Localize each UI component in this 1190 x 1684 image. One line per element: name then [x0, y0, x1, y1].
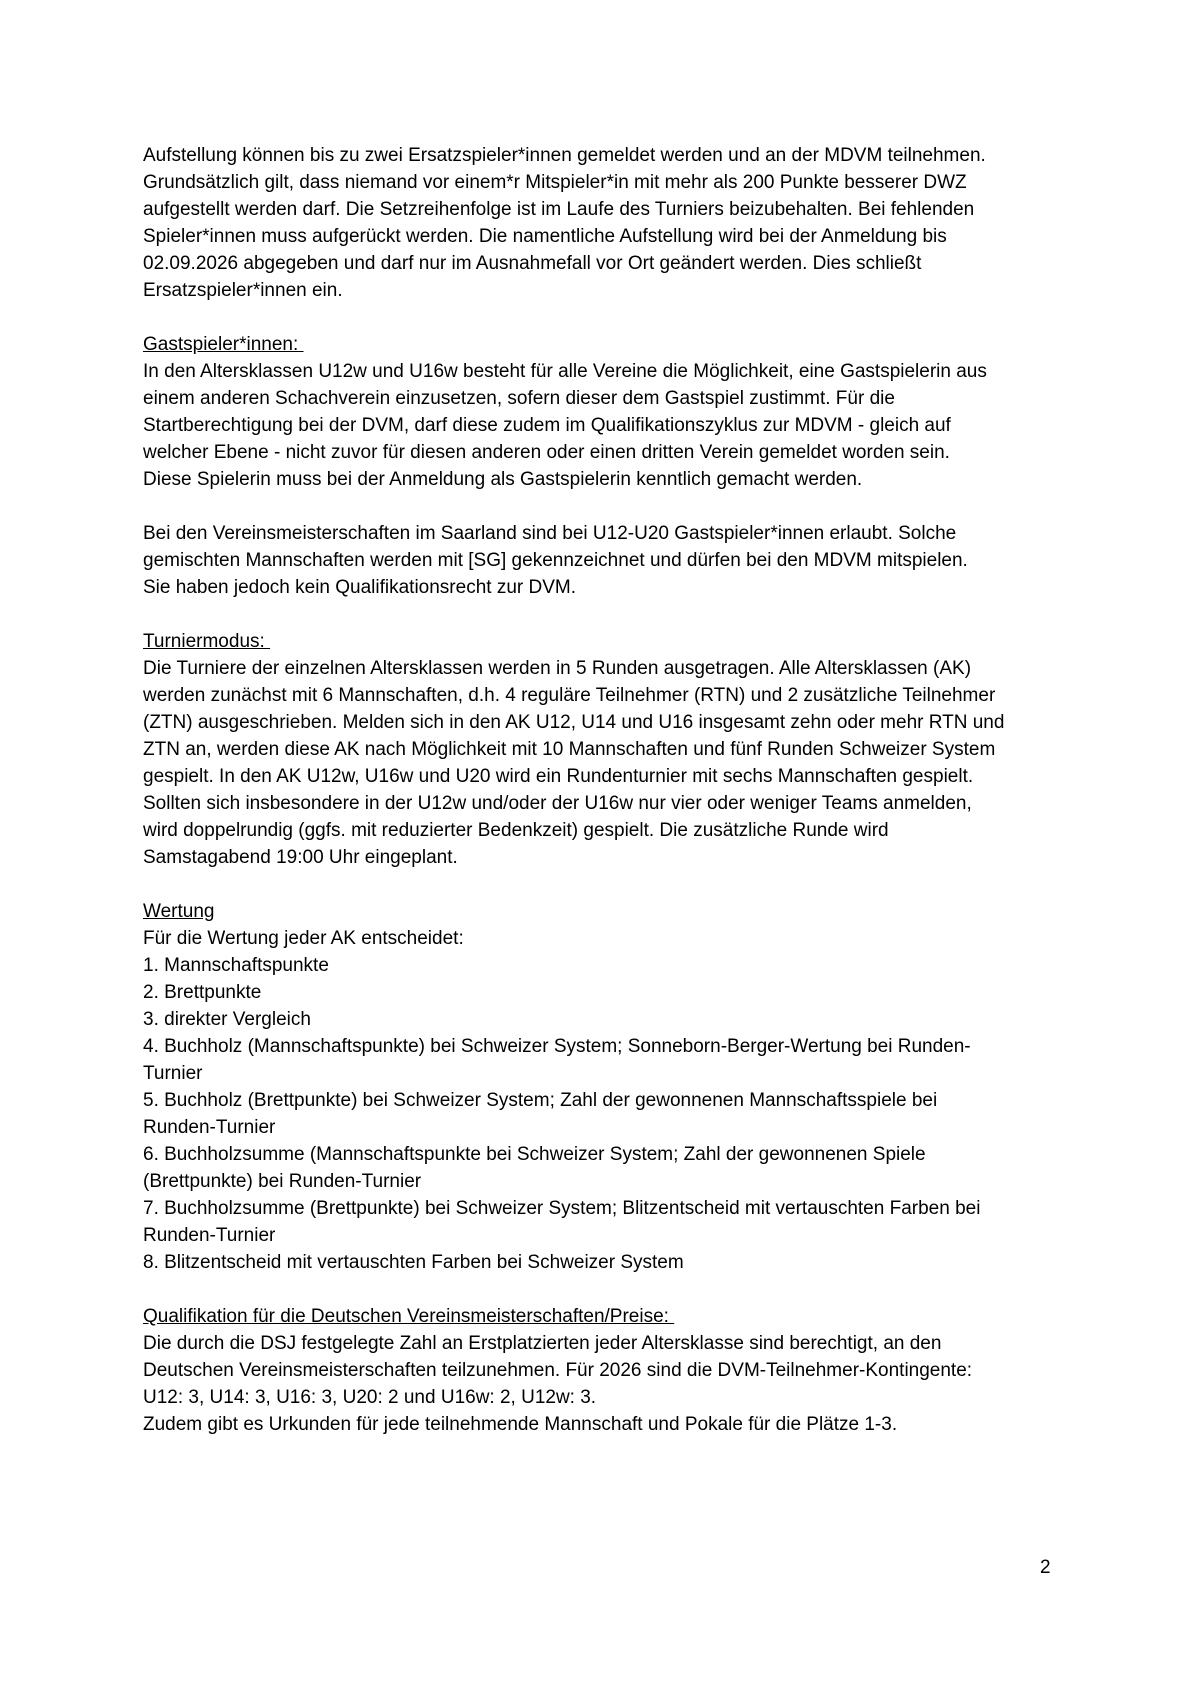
- text-line: Grundsätzlich gilt, dass niemand vor einem*r Mitspieler*in mit mehr als 200 Punkte besserer DWZ: [143, 172, 967, 193]
- list-item: 6. Buchholzsumme (Mannschaftspunkte bei Schweizer System; Zahl der gewonnenen Spiele: [143, 1144, 926, 1165]
- text-line: einem anderen Schachverein einzusetzen, sofern dieser dem Gastspiel zustimmt. Für die: [143, 388, 895, 409]
- text-line: Startberechtigung bei der DVM, darf diese zudem im Qualifikationszyklus zur MDVM - gleich auf: [143, 415, 951, 436]
- qualifikation-section: [143, 1303, 1063, 1438]
- text-line: aufgestellt werden darf. Die Setzreihenfolge ist im Laufe des Turniers beizubehalten. Bei fehlenden: [143, 199, 975, 220]
- text-line: Die Turniere der einzelnen Altersklassen werden in 5 Runden ausgetragen. Alle Altersklassen (AK): [143, 658, 972, 679]
- page-number: 2: [1040, 1557, 1051, 1578]
- text-line: Diese Spielerin muss bei der Anmeldung als Gastspielerin kenntlich gemacht werden.: [143, 469, 863, 490]
- gastspieler-section: [143, 331, 1063, 493]
- text-line: 02.09.2026 abgegeben und darf nur im Ausnahmefall vor Ort geändert werden. Dies schließt: [143, 253, 922, 274]
- list-item: 7. Buchholzsumme (Brettpunkte) bei Schweizer System; Blitzentscheid mit vertauschten Farben bei: [143, 1198, 981, 1219]
- text-line: Deutschen Vereinsmeisterschaften teilzunehmen. Für 2026 sind die DVM-Teilnehmer-Kontingente:: [143, 1360, 973, 1381]
- gastspieler-heading: Gastspieler*innen:: [143, 334, 304, 355]
- text-line: Sie haben jedoch kein Qualifikationsrecht zur DVM.: [143, 577, 577, 598]
- document-page: [143, 142, 1063, 1465]
- list-item: 5. Buchholz (Brettpunkte) bei Schweizer System; Zahl der gewonnenen Mannschaftsspiele bei: [143, 1090, 938, 1111]
- turniermodus-heading: Turniermodus:: [143, 631, 271, 652]
- text-line: Aufstellung können bis zu zwei Ersatzspieler*innen gemeldet werden und an der MDVM teilnehmen.: [143, 145, 986, 166]
- list-item: 3. direkter Vergleich: [143, 1009, 311, 1030]
- text-line: gespielt. In den AK U12w, U16w und U20 wird ein Rundenturnier mit sechs Mannschaften gespielt.: [143, 766, 974, 787]
- text-line: welcher Ebene - nicht zuvor für diesen anderen oder einen dritten Verein gemeldet worden sein.: [143, 442, 950, 463]
- text-line: Sollten sich insbesondere in der U12w und/oder der U16w nur vier oder weniger Teams anmelden,: [143, 793, 972, 814]
- qualifikation-heading: Qualifikation für die Deutschen Vereinsmeisterschaften/Preise:: [143, 1306, 675, 1327]
- text-line: wird doppelrundig (ggfs. mit reduzierter Bedenkzeit) gespielt. Die zusätzliche Runde wird: [143, 820, 889, 841]
- list-item: 1. Mannschaftspunkte: [143, 955, 329, 976]
- text-line: Ersatzspieler*innen ein.: [143, 280, 343, 301]
- list-item-continuation: (Brettpunkte) bei Runden-Turnier: [143, 1171, 422, 1192]
- intro-paragraph: [143, 142, 1063, 304]
- list-item: 2. Brettpunkte: [143, 982, 262, 1003]
- list-item-continuation: Runden-Turnier: [143, 1117, 276, 1138]
- text-line: Für die Wertung jeder AK entscheidet:: [143, 928, 464, 949]
- list-item-continuation: Turnier: [143, 1063, 203, 1084]
- text-line: Bei den Vereinsmeisterschaften im Saarland sind bei U12-U20 Gastspieler*innen erlaubt. Solche: [143, 523, 957, 544]
- text-line: Spieler*innen muss aufgerückt werden. Die namentliche Aufstellung wird bei der Anmeldung bis: [143, 226, 947, 247]
- text-line: Die durch die DSJ festgelegte Zahl an Erstplatzierten jeder Altersklasse sind berechtigt, an den: [143, 1333, 942, 1354]
- text-line: In den Altersklassen U12w und U16w besteht für alle Vereine die Möglichkeit, eine Gastspielerin aus: [143, 361, 987, 382]
- text-line: gemischten Mannschaften werden mit [SG] gekennzeichnet und dürfen bei den MDVM mitspielen.: [143, 550, 968, 571]
- wertung-heading: Wertung: [143, 901, 215, 922]
- list-item-continuation: Runden-Turnier: [143, 1225, 276, 1246]
- turniermodus-section: [143, 628, 1063, 871]
- text-line: Zudem gibt es Urkunden für jede teilnehmende Mannschaft und Pokale für die Plätze 1-3.: [143, 1414, 898, 1435]
- text-line: werden zunächst mit 6 Mannschaften, d.h. 4 reguläre Teilnehmer (RTN) und 2 zusätzliche Teilnehmer: [143, 685, 996, 706]
- list-item: 8. Blitzentscheid mit vertauschten Farben bei Schweizer System: [143, 1252, 684, 1273]
- text-line: U12: 3, U14: 3, U16: 3, U20: 2 und U16w: 2, U12w: 3.: [143, 1387, 597, 1408]
- wertung-section: [143, 898, 1063, 1276]
- list-item: 4. Buchholz (Mannschaftspunkte) bei Schweizer System; Sonneborn-Berger-Wertung bei Runden-: [143, 1036, 971, 1057]
- text-line: (ZTN) ausgeschrieben. Melden sich in den AK U12, U14 und U16 insgesamt zehn oder mehr RTN und: [143, 712, 1005, 733]
- gastspieler-saarland-paragraph: [143, 520, 1063, 601]
- text-line: ZTN an, werden diese AK nach Möglichkeit mit 10 Mannschaften und fünf Runden Schweizer System: [143, 739, 996, 760]
- text-line: Samstagabend 19:00 Uhr eingeplant.: [143, 847, 458, 868]
